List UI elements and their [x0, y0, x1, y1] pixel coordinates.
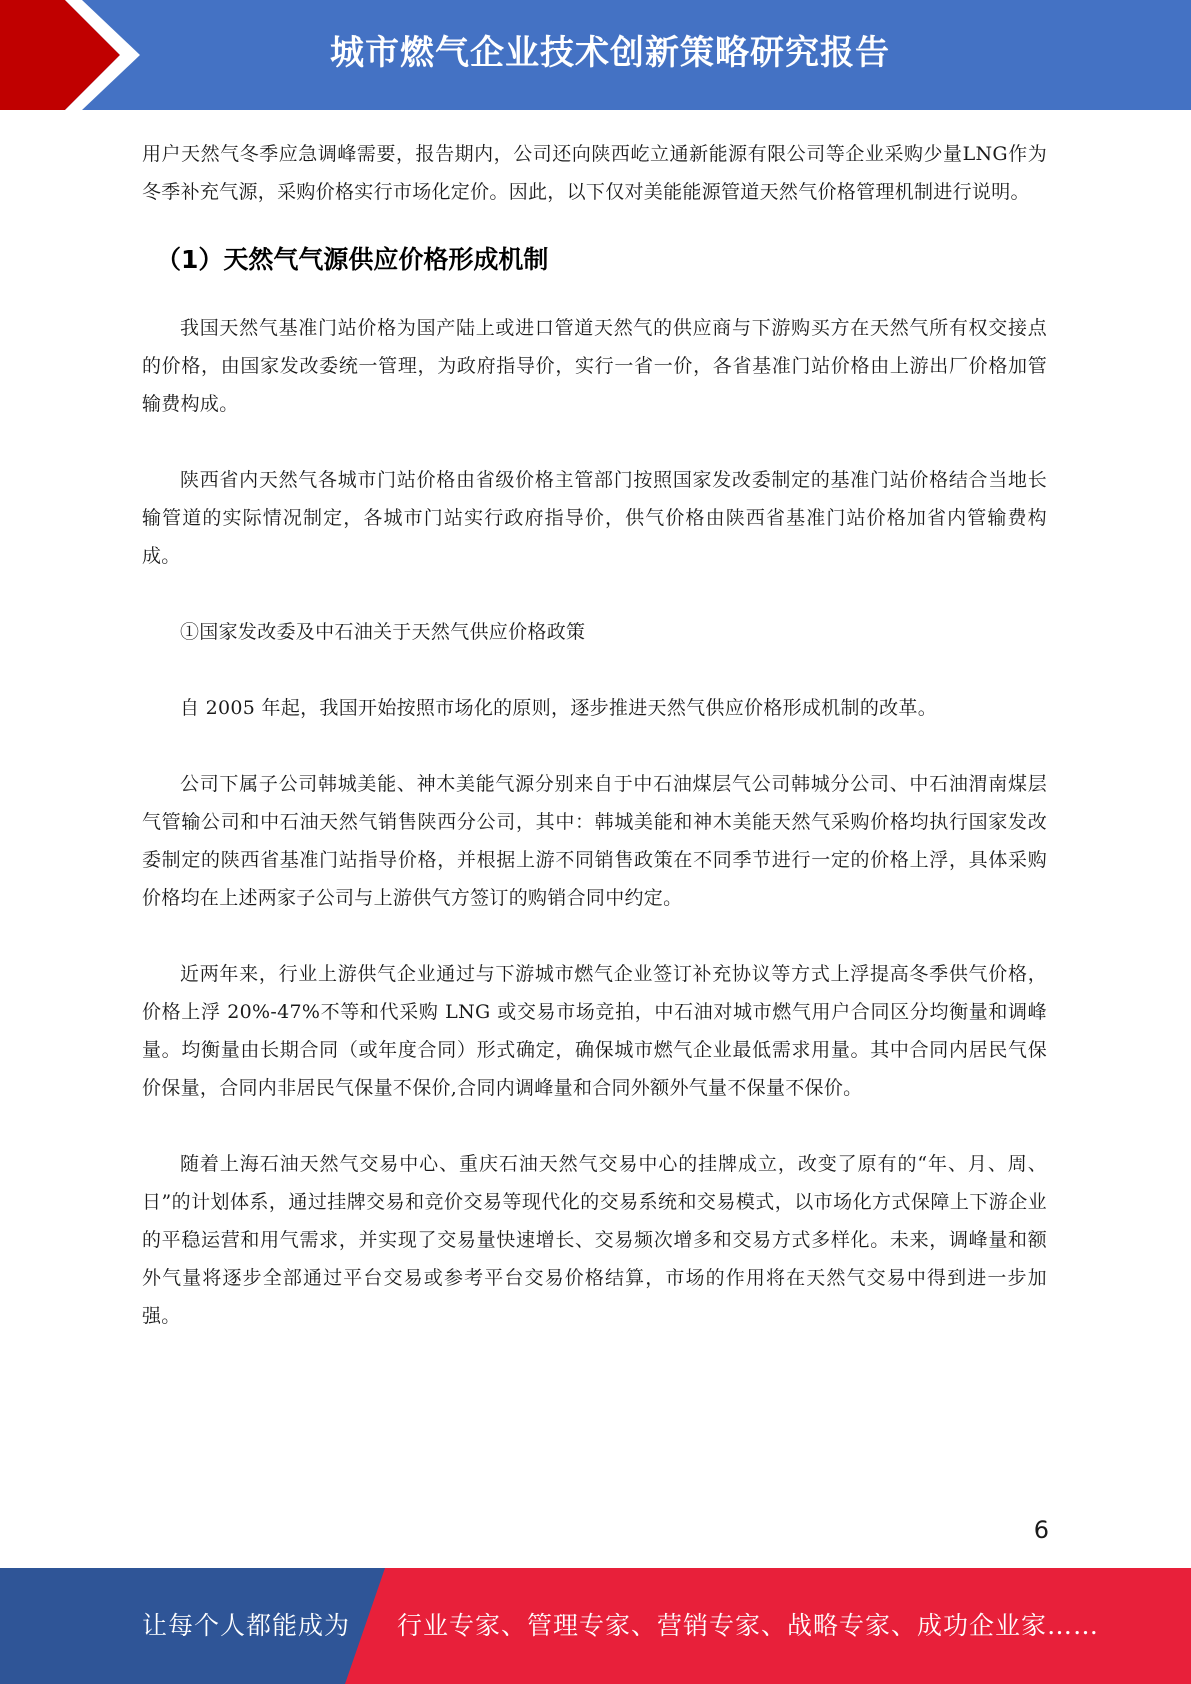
body-paragraph-2: 陕西省内天然气各城市门站价格由省级价格主管部门按照国家发改委制定的基准门站价格结合当地长输管道的实际情况制定，各城市门站实行政府指导价，供气价格由陕西省基准门站价格加省内管输费构成。 — [142, 469, 1047, 567]
document-body — [142, 135, 1047, 1335]
body-paragraph-1: 我国天然气基准门站价格为国产陆上或进口管道天然气的供应商与下游购买方在天然气所有权交接点的价格，由国家发改委统一管理，为政府指导价，实行一省一价，各省基准门站价格由上游出厂价格加管输费构成。 — [142, 317, 1047, 415]
body-paragraph-5: 近两年来，行业上游供气企业通过与下游城市燃气企业签订补充协议等方式上浮提高冬季供气价格，价格上浮 20%-47%不等和代采购 LNG 或交易市场竞拍，中石油对城市燃气用户合同区分均衡量和调峰量。均衡量由长期合同（或年度合同）形式确定，确保城市燃气企业最低需求用量。其中合同内居民气保价保量，合同内非居民气保量不保价,合同内调峰量和合同外额外气量不保量不保价。 — [142, 963, 1047, 1099]
body-paragraph-4: 公司下属子公司韩城美能、神木美能气源分别来自于中石油煤层气公司韩城分公司、中石油渭南煤层气管输公司和中石油天然气销售陕西分公司，其中：韩城美能和神木美能天然气采购价格均执行国家发改委制定的陕西省基准门站指导价格，并根据上游不同销售政策在不同季节进行一定的价格上浮，具体采购价格均在上述两家子公司与上游供气方签订的购销合同中约定。 — [142, 773, 1047, 909]
page-header — [0, 0, 1191, 110]
header-arrow-decoration — [0, 0, 160, 110]
section-heading: （1）天然气气源供应价格形成机制 — [156, 245, 549, 274]
body-paragraph-6: 随着上海石油天然气交易中心、重庆石油天然气交易中心的挂牌成立，改变了原有的“年、月、周、日”的计划体系，通过挂牌交易和竞价交易等现代化的交易系统和交易模式，以市场化方式保障上下游企业的平稳运营和用气需求，并实现了交易量快速增长、交易频次增多和交易方式多样化。未来，调峰量和额外气量将逐步全部通过平台交易或参考平台交易价格结算，市场的作用将在天然气交易中得到进一步加强。 — [142, 1153, 1047, 1327]
footer-slogan-left: 让每个人都能成为 — [142, 1611, 351, 1640]
page-footer — [0, 1568, 1191, 1684]
body-paragraph-3: 自 2005 年起，我国开始按照市场化的原则，逐步推进天然气供应价格形成机制的改革。 — [180, 697, 938, 719]
subsection-heading: ①国家发改委及中石油关于天然气供应价格政策 — [180, 621, 586, 643]
report-title: 城市燃气企业技术创新策略研究报告 — [330, 33, 890, 73]
footer-slogan-right: 行业专家、管理专家、营销专家、战略专家、成功企业家…… — [397, 1611, 1100, 1640]
intro-paragraph: 用户天然气冬季应急调峰需要，报告期内，公司还向陕西屹立通新能源有限公司等企业采购少量LNG作为冬季补充气源，采购价格实行市场化定价。因此，以下仅对美能能源管道天然气价格管理机制进行说明。 — [142, 143, 1047, 203]
page-number: 6 — [1033, 1516, 1049, 1544]
